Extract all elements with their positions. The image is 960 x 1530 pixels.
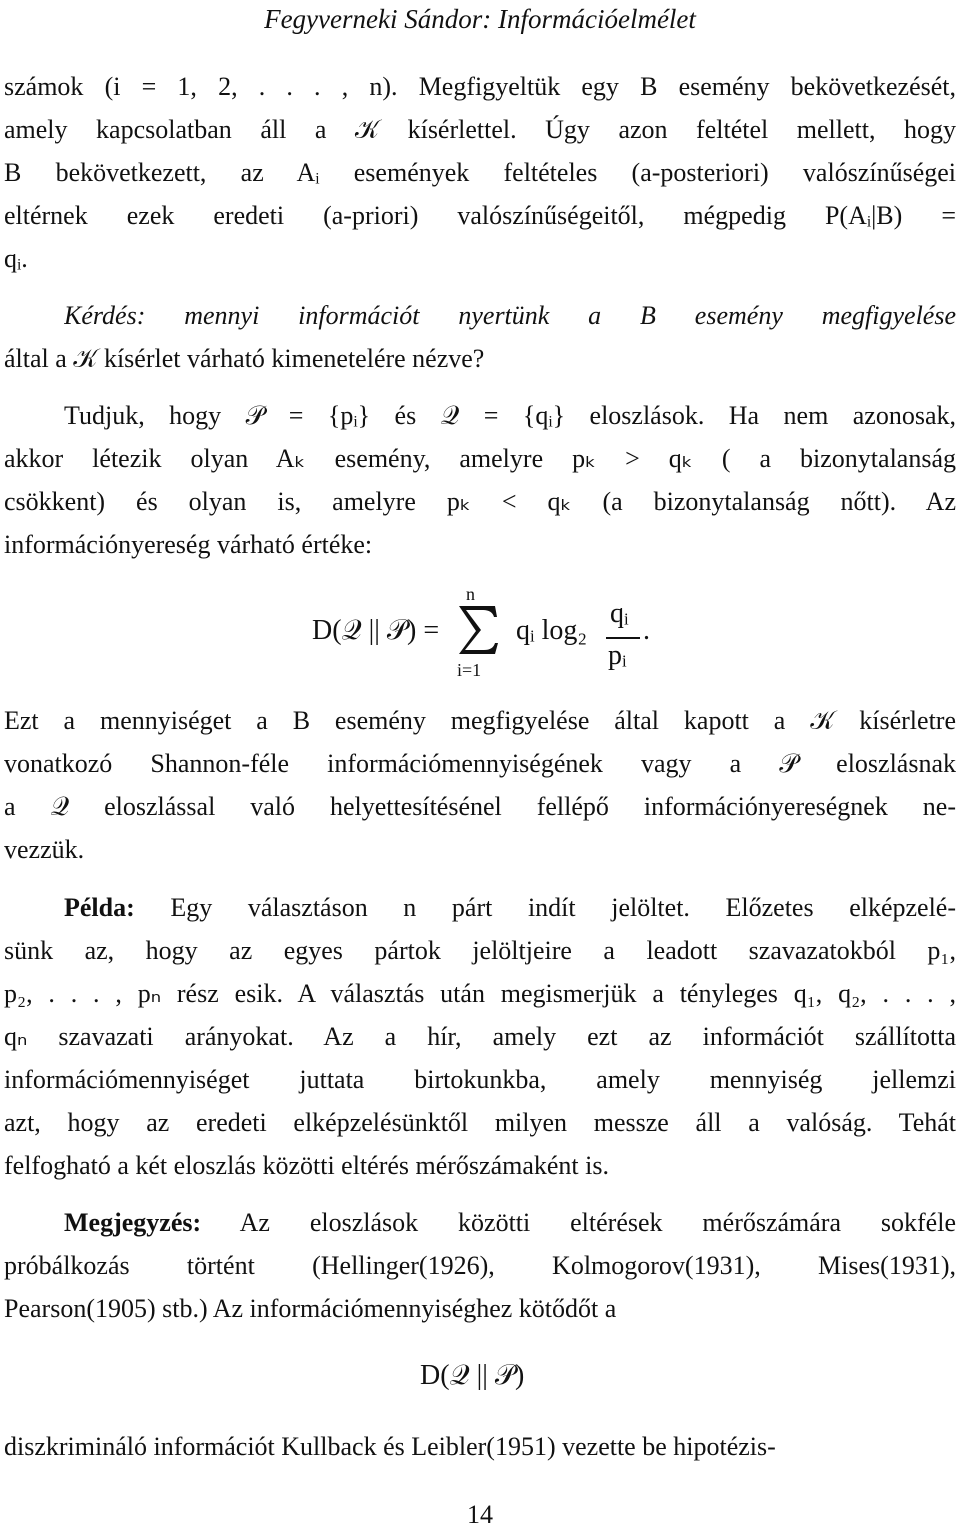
- fraction-denominator: pᵢ: [608, 640, 627, 671]
- text-line: számok (i = 1, 2, . . . , n). Megfigyeltük egy B esemény bekövetkezését,: [4, 72, 956, 101]
- text-line: qₙ szavazati arányokat. Az a hír, amely ezt az információt szállította: [4, 1022, 956, 1051]
- text-line: p₂, . . . , pₙ rész esik. A választás után megismerjük a tényleges q₁, q₂, . . . ,: [4, 979, 956, 1008]
- run-in-heading: Példa:: [64, 893, 135, 922]
- summation-sign: [456, 604, 498, 656]
- text-line: azt, hogy az eredeti elképzelésünktől milyen messze áll a valóság. Tehát: [4, 1108, 956, 1137]
- text-line: amely kapcsolatban áll a 𝒦 kísérlettel. Úgy azon feltétel mellett, hogy: [4, 115, 956, 144]
- sum-upper-limit: n: [466, 584, 475, 604]
- sum-lower-limit: i=1: [457, 660, 482, 680]
- text-line: Kérdés: mennyi információt nyertünk a B esemény megfigyelése: [64, 301, 956, 330]
- text-line: B bekövetkezett, az Aᵢ események feltételes (a-posteriori) valószínűségei: [4, 158, 956, 187]
- text-line: Ezt a mennyiséget a B esemény megfigyelése által kapott a 𝒦 kísérletre: [4, 706, 956, 735]
- text-line-remark: Megjegyzés: Az eloszlások közötti eltérések mérőszámára sokféle: [64, 1208, 956, 1237]
- text-line: sünk az, hogy az egyes pártok jelöltjeire a leadott szavazatokból p₁,: [4, 936, 956, 965]
- text-line: Tudjuk, hogy 𝒫 = {pᵢ} és 𝒬 = {qᵢ} eloszlások. Ha nem azonosak,: [64, 401, 956, 430]
- text-line: felfogható a két eloszlás közötti eltérés mérőszámaként is.: [4, 1151, 609, 1180]
- text-line: vezzük.: [4, 835, 85, 864]
- formula-divergence: D(𝒬 || 𝒫): [420, 1360, 525, 1391]
- page-number: 14: [467, 1500, 493, 1529]
- text-line: qᵢ.: [4, 244, 28, 273]
- run-in-heading: Megjegyzés:: [64, 1208, 202, 1237]
- text-line: információmennyiséget juttata birtokunkba, amely mennyiség jellemzi: [4, 1065, 956, 1094]
- text-line: diszkrimináló információt Kullback és Leibler(1951) vezette be hipotézis-: [4, 1432, 776, 1461]
- text-line: vonatkozó Shannon-féle információmennyiségének vagy a 𝒫 eloszlásnak: [4, 749, 956, 778]
- text-line: akkor létezik olyan Aₖ esemény, amelyre pₖ > qₖ ( a bizonytalanság: [4, 444, 956, 473]
- fraction-bar: [606, 637, 640, 639]
- text-line: Pearson(1905) stb.) Az információmennyiséghez kötődőt a: [4, 1294, 617, 1323]
- text-line: a 𝒬 eloszlással való helyettesítésénel fellépő információnyereségnek ne-: [4, 792, 956, 821]
- running-header: Fegyverneki Sándor: Információelmélet: [264, 4, 696, 34]
- text-line: információnyereség várható értéke:: [4, 530, 373, 559]
- fraction-numerator: qᵢ: [610, 598, 629, 629]
- formula-period: .: [643, 615, 650, 646]
- text-line: csökkent) és olyan is, amelyre pₖ < qₖ (a bizonytalanság nőtt). Az: [4, 487, 956, 516]
- text-line: által a 𝒦 kísérlet várható kimenetelére nézve?: [4, 344, 485, 373]
- text-line: eltérnek ezek eredeti (a-priori) valószínűségeitől, mégpedig P(Aᵢ|B) =: [4, 201, 956, 230]
- text-line: próbálkozás történt (Hellinger(1926), Kolmogorov(1931), Mises(1931),: [4, 1251, 956, 1280]
- formula-body: qᵢ log₂: [516, 615, 588, 646]
- formula-lhs: D(𝒬 || 𝒫) =: [312, 615, 440, 646]
- text-line-example: Példa: Egy választáson n párt indít jelöltet. Előzetes elképzelé-: [64, 893, 956, 922]
